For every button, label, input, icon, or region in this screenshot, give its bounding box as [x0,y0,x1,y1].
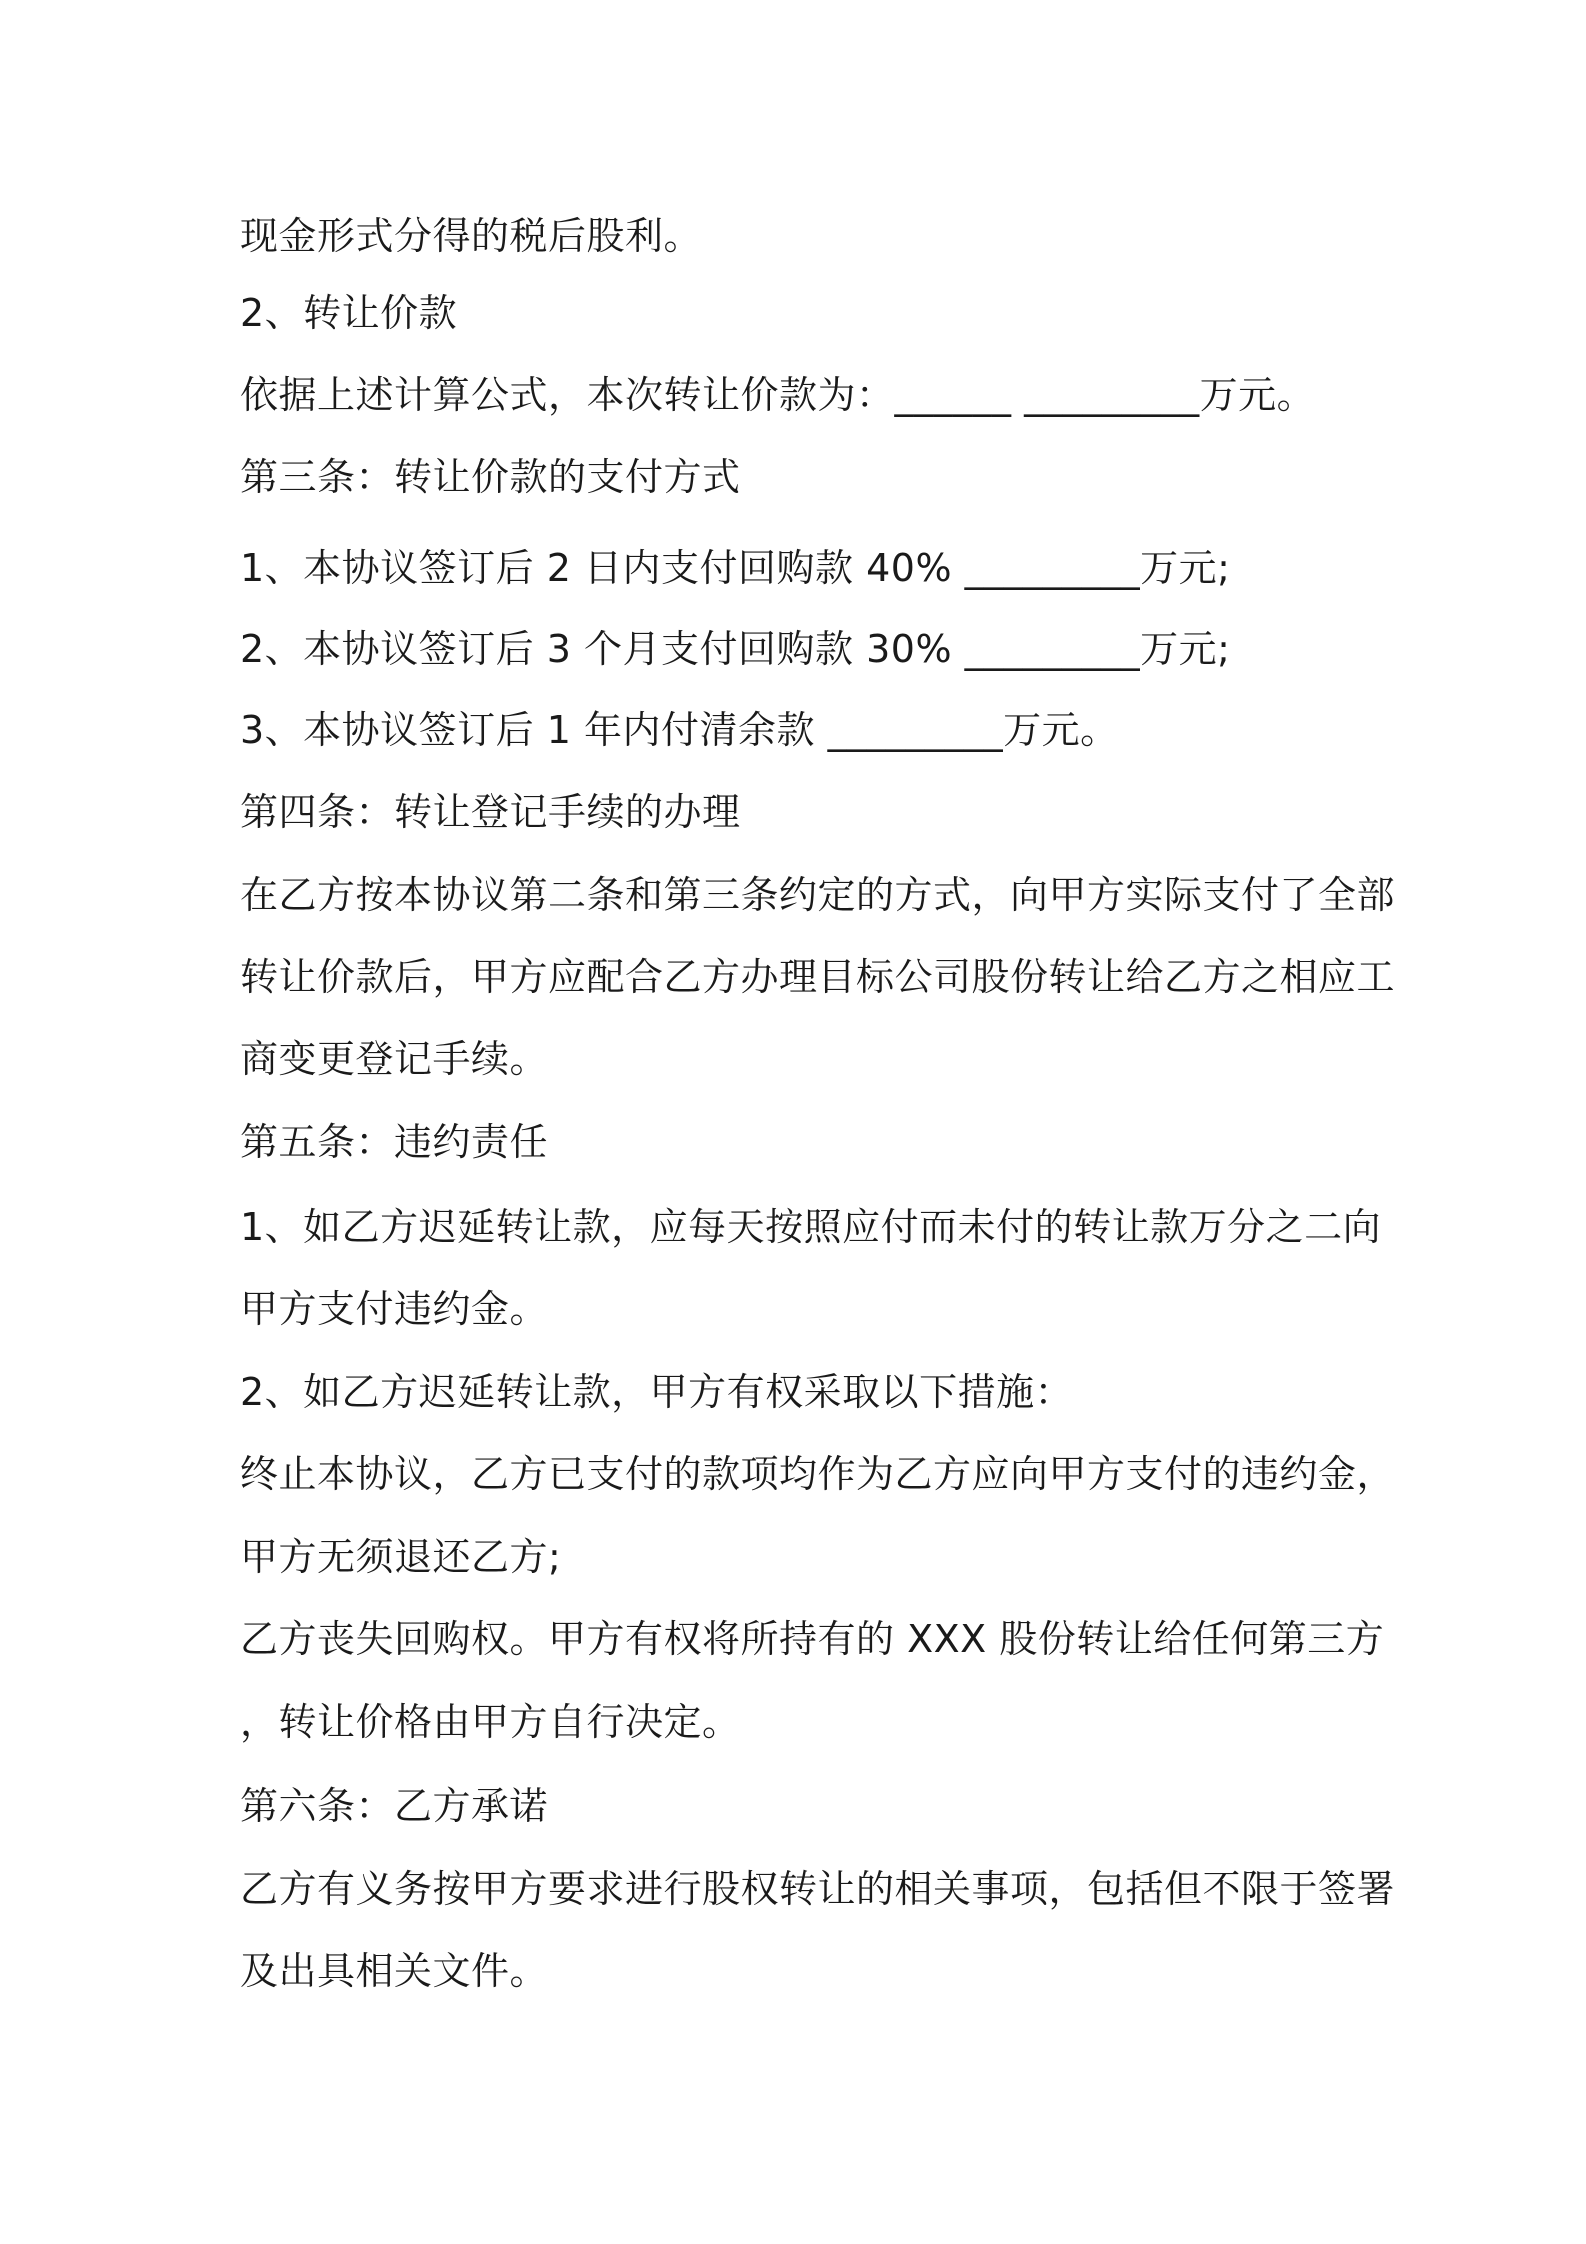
text-line: 甲方无须退还乙方; [240,1535,562,1579]
text-line: 甲方支付违约金。 [240,1287,549,1331]
text-line: 转让价款后，甲方应配合乙方办理目标公司股份转让给乙方之相应工 [240,955,1396,999]
text-line: 终止本协议，乙方已支付的款项均作为乙方应向甲方支付的违约金， [240,1452,1396,1496]
list-item: 2、如乙方迟延转让款，甲方有权采取以下措施： [240,1370,1074,1414]
article-heading: 第三条：转让价款的支付方式 [240,455,741,499]
list-item: 3、本协议签订后 1 年内付清余款 _________万元。 [240,708,1119,752]
text-line: ，转让价格由甲方自行决定。 [240,1700,741,1744]
text-line: 乙方丧失回购权。甲方有权将所持有的 XXX 股份转让给任何第三方 [240,1617,1385,1661]
text-line: 依据上述计算公式，本次转让价款为：______ _________万元。 [240,373,1316,417]
text-line: 乙方有义务按甲方要求进行股权转让的相关事项，包括但不限于签署 [240,1867,1396,1911]
article-heading: 第五条：违约责任 [240,1120,549,1164]
text-line: 商变更登记手续。 [240,1037,549,1081]
list-item: 1、本协议签订后 2 日内支付回购款 40% _________万元; [240,546,1231,590]
list-item: 1、如乙方迟延转让款，应每天按照应付而未付的转让款万分之二向 [240,1205,1382,1249]
text-line: 现金形式分得的税后股利。 [240,214,703,258]
section-heading: 2、转让价款 [240,291,458,335]
article-heading: 第六条：乙方承诺 [240,1784,549,1828]
article-heading: 第四条：转让登记手续的办理 [240,790,741,834]
list-item: 2、本协议签订后 3 个月支付回购款 30% _________万元; [240,627,1231,671]
text-line: 及出具相关文件。 [240,1949,549,1993]
text-line: 在乙方按本协议第二条和第三条约定的方式，向甲方实际支付了全部 [240,873,1396,917]
